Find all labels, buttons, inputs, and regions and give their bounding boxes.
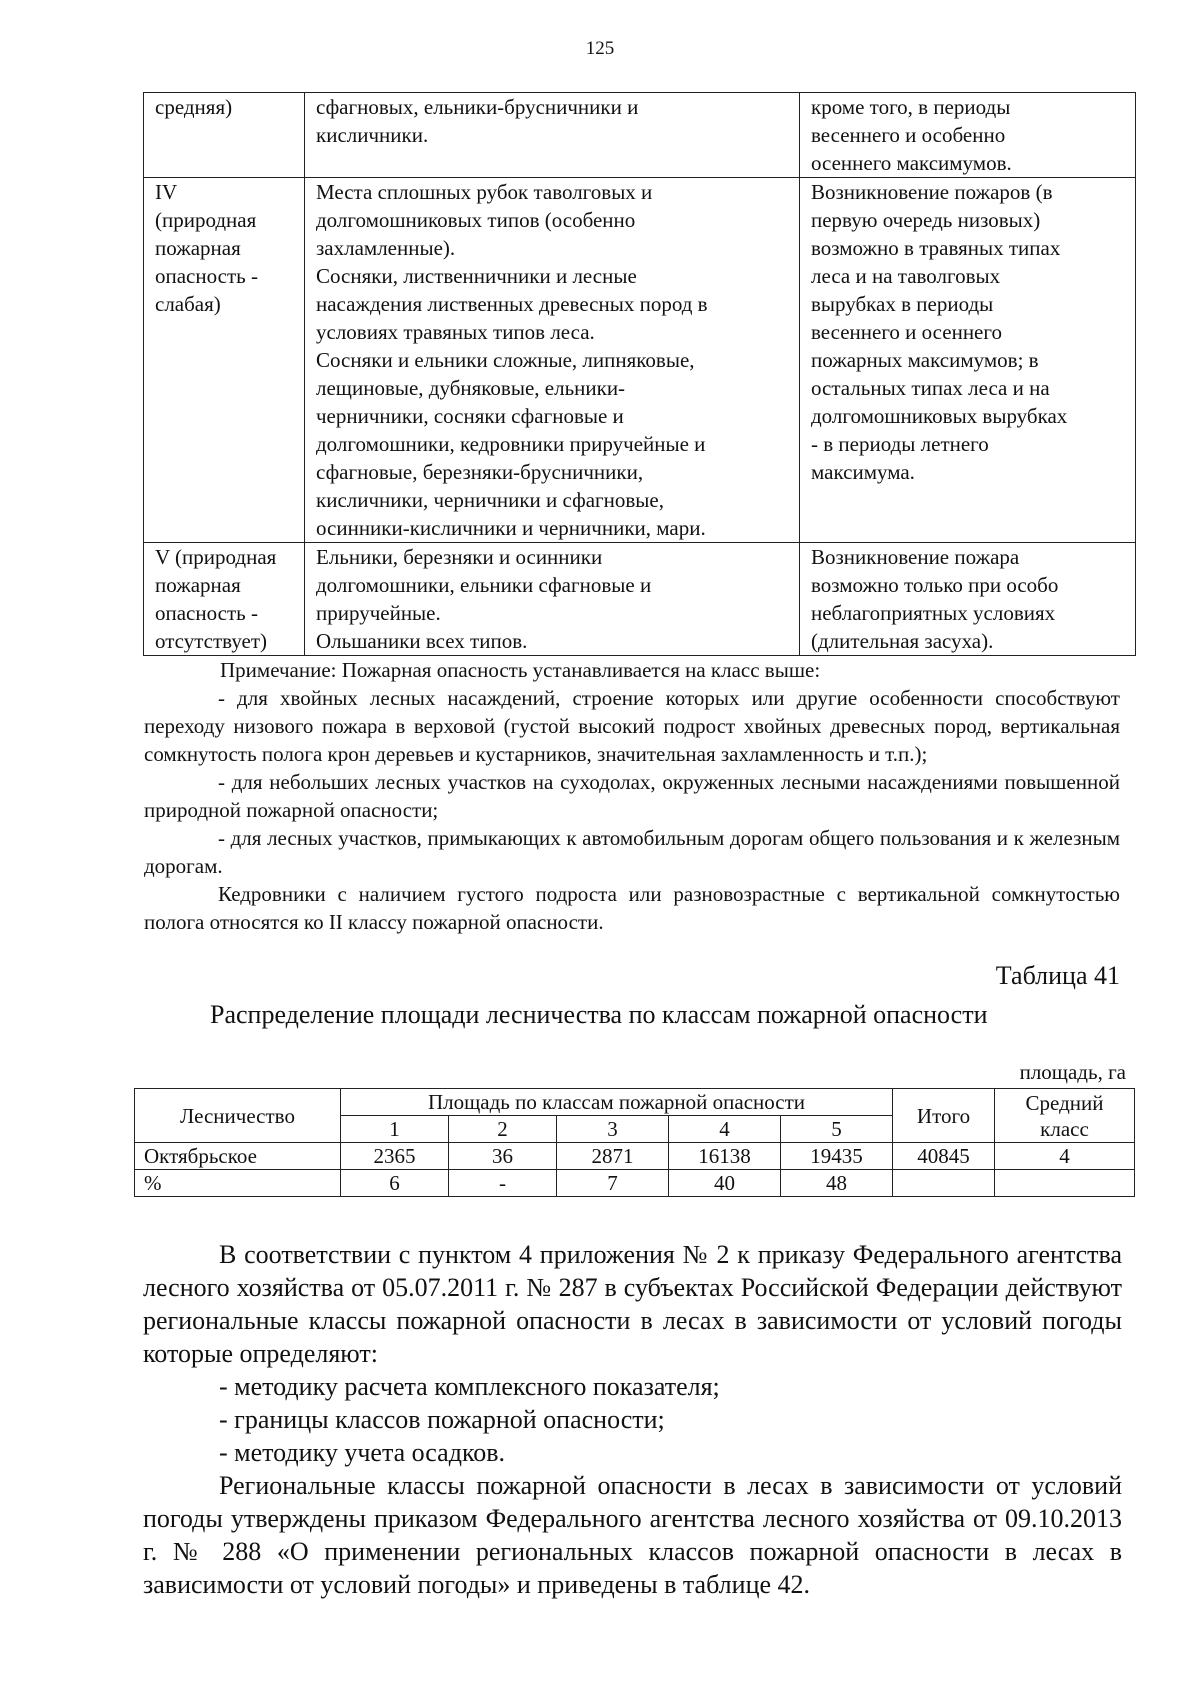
table-41-title: Распределение площади лесничества по классам пожарной опасности bbox=[210, 1000, 988, 1029]
text-line: Возникновение пожара bbox=[811, 545, 1020, 569]
forest-types-cell bbox=[305, 178, 800, 543]
cell-avg bbox=[995, 1170, 1135, 1197]
header-avg-class-line: Средний bbox=[1025, 1090, 1104, 1115]
cell-avg: 4 bbox=[995, 1143, 1135, 1170]
text-line: кисличники. bbox=[316, 123, 429, 147]
note-item-dry-valley: - для небольших лесных участков на суходолах, окруженных лесными насаждениями повышенной природной пожарной опасности; bbox=[144, 770, 1120, 822]
text-line: Сосняки и ельники сложные, липняковые, bbox=[316, 348, 695, 372]
conditions-cell bbox=[800, 178, 1136, 543]
header-forestry: Лесничество bbox=[135, 1089, 341, 1143]
text-line: долгомошниковых типов (особенно bbox=[316, 208, 636, 232]
text-line: леса и на таволговых bbox=[811, 264, 1001, 288]
text-line: сфагновых, ельники-брусничники и bbox=[316, 95, 639, 119]
header-class-1: 1 bbox=[341, 1116, 449, 1143]
fire-class-table bbox=[143, 92, 1136, 656]
cell-value: 48 bbox=[781, 1170, 893, 1197]
table-row bbox=[135, 1143, 1135, 1170]
text-line: V (природная bbox=[155, 545, 277, 569]
text-line: опасность - bbox=[155, 264, 258, 288]
text-line: - в периоды летнего bbox=[811, 432, 989, 456]
text-line: отсутствует) bbox=[155, 629, 268, 653]
text-line: лещиновые, дубняковые, ельники- bbox=[316, 376, 626, 400]
cell-total bbox=[893, 1170, 995, 1197]
text-line: кроме того, в периоды bbox=[811, 95, 1011, 119]
note-cedar: Кедровники с наличием густого подроста или разновозрастные с вертикальной сомкнутостью полога относятся ко II классу пожарной опасности. bbox=[144, 882, 1120, 934]
cell-value: 2871 bbox=[557, 1143, 669, 1170]
class-cell bbox=[144, 93, 305, 178]
text-line: черничники, сосняки сфагновые и bbox=[316, 404, 624, 428]
text-line: неблагоприятных условиях bbox=[811, 601, 1056, 625]
header-total: Итого bbox=[893, 1089, 995, 1143]
text-line: слабая) bbox=[155, 292, 221, 316]
text-line: возможно только при особо bbox=[811, 573, 1059, 597]
text-line: (длительная засуха). bbox=[811, 629, 994, 653]
text-line: Возникновение пожаров (в bbox=[811, 180, 1053, 204]
header-class-2: 2 bbox=[449, 1116, 557, 1143]
text-line: осеннего максимумов. bbox=[811, 151, 1012, 175]
text-line: опасность - bbox=[155, 601, 258, 625]
text-line: приручейные. bbox=[316, 601, 441, 625]
text-line: вырубках в периоды bbox=[811, 292, 994, 316]
text-line: первую очередь низовых) bbox=[811, 208, 1041, 232]
cell-value: 36 bbox=[449, 1143, 557, 1170]
table-row bbox=[144, 178, 1136, 543]
text-line: долгомошники, кедровники приручейные и bbox=[316, 432, 706, 456]
table-41-unit: площадь, га bbox=[1019, 1060, 1126, 1084]
note-item-roads: - для лесных участков, примыкающих к автомобильным дорогам общего пользования и к железным дорогам. bbox=[144, 826, 1120, 878]
row-name: Октябрьское bbox=[135, 1143, 341, 1170]
forest-types-cell bbox=[305, 543, 800, 656]
text-line: сфагновые, березняки-брусничники, bbox=[316, 460, 644, 484]
text-line: Ольшаники всех типов. bbox=[316, 629, 528, 653]
forest-types-cell bbox=[305, 93, 800, 178]
table-row bbox=[135, 1170, 1135, 1197]
row-name: % bbox=[135, 1170, 341, 1197]
text-line: остальных типах леса и на bbox=[811, 376, 1050, 400]
table-row bbox=[144, 93, 1136, 178]
header-class-4: 4 bbox=[669, 1116, 781, 1143]
text-line: условиях травяных типов леса. bbox=[316, 320, 595, 344]
table-41-label: Таблица 41 bbox=[995, 961, 1120, 990]
header-avg-class bbox=[995, 1089, 1135, 1143]
body-paragraph-1: В соответствии с пунктом 4 приложения № 2 к приказу Федерального агентства лесного хозяйства от 05.07.2011 г. № 287 в субъектах Российской Федерации действуют региональные классы пожарной опасности в лесах в зависимости от условий погоды которые определяют: bbox=[143, 1240, 1122, 1368]
text-line: пожарная bbox=[155, 573, 241, 597]
text-line: IV bbox=[155, 180, 178, 204]
class-cell bbox=[144, 543, 305, 656]
page-number: 125 bbox=[585, 38, 615, 59]
text-line: средняя) bbox=[155, 95, 233, 119]
note-title: Примечание: Пожарная опасность устанавливается на класс выше: bbox=[220, 658, 821, 682]
cell-value: 7 bbox=[557, 1170, 669, 1197]
table-row bbox=[144, 543, 1136, 656]
text-line: (природная bbox=[155, 208, 257, 232]
text-line: весеннего и осеннего bbox=[811, 320, 1002, 344]
text-line: пожарных максимумов; в bbox=[811, 348, 1039, 372]
cell-value: 2365 bbox=[341, 1143, 449, 1170]
header-class-5: 5 bbox=[781, 1116, 893, 1143]
body-list-item: - методику учета осадков. bbox=[219, 1438, 506, 1467]
text-line: Сосняки, лиственничники и лесные bbox=[316, 264, 637, 288]
conditions-cell bbox=[800, 93, 1136, 178]
table-header-row bbox=[135, 1089, 1135, 1116]
body-text bbox=[143, 1238, 1122, 1601]
cell-total: 40845 bbox=[893, 1143, 995, 1170]
text-line: долгомошники, ельники сфагновые и bbox=[316, 573, 652, 597]
cell-value: 16138 bbox=[669, 1143, 781, 1170]
cell-value: 19435 bbox=[781, 1143, 893, 1170]
text-line: кисличники, черничники и сфагновые, bbox=[316, 488, 664, 512]
text-line: насаждения лиственных древесных пород в bbox=[316, 292, 708, 316]
text-line: максимума. bbox=[811, 460, 915, 484]
text-line: Места сплошных рубок таволговых и bbox=[316, 180, 653, 204]
cell-value: 40 bbox=[669, 1170, 781, 1197]
note-block bbox=[144, 656, 1120, 936]
area-by-class-table bbox=[134, 1088, 1135, 1197]
body-paragraph-2: Региональные классы пожарной опасности в лесах в зависимости от условий погоды утверждены приказом Федерального агентства лесного хозяйства от 09.10.2013 г. № 288 «О применении региональных классов пожарной опасности в лесах в зависимости от условий погоды» и приведены в таблице 42. bbox=[143, 1471, 1122, 1599]
body-list-item: - методику расчета комплексного показателя; bbox=[219, 1372, 720, 1401]
cell-value: - bbox=[449, 1170, 557, 1197]
header-class-3: 3 bbox=[557, 1116, 669, 1143]
text-line: весеннего и особенно bbox=[811, 123, 1006, 147]
text-line: осинники-кисличники и черничники, мари. bbox=[316, 516, 706, 540]
conditions-cell bbox=[800, 543, 1136, 656]
text-line: Ельники, березняки и осинники bbox=[316, 545, 603, 569]
class-cell bbox=[144, 178, 305, 543]
text-line: возможно в травяных типах bbox=[811, 236, 1061, 260]
text-line: долгомошниковых вырубках bbox=[811, 404, 1068, 428]
text-line: захламленные). bbox=[316, 236, 456, 260]
header-avg-class-line: класс bbox=[1040, 1116, 1089, 1141]
header-area-by-class: Площадь по классам пожарной опасности bbox=[341, 1089, 893, 1116]
body-list-item: - границы классов пожарной опасности; bbox=[219, 1405, 665, 1434]
note-item-conifer: - для хвойных лесных насаждений, строение которых или другие особенности способствуют переходу низового пожара в верховой (густой высокий подрост хвойных древесных пород, вертикальная сомкнутость полога крон деревьев и кустарников, значительная захламленность и т.п.); bbox=[144, 686, 1120, 766]
text-line: пожарная bbox=[155, 236, 241, 260]
cell-value: 6 bbox=[341, 1170, 449, 1197]
